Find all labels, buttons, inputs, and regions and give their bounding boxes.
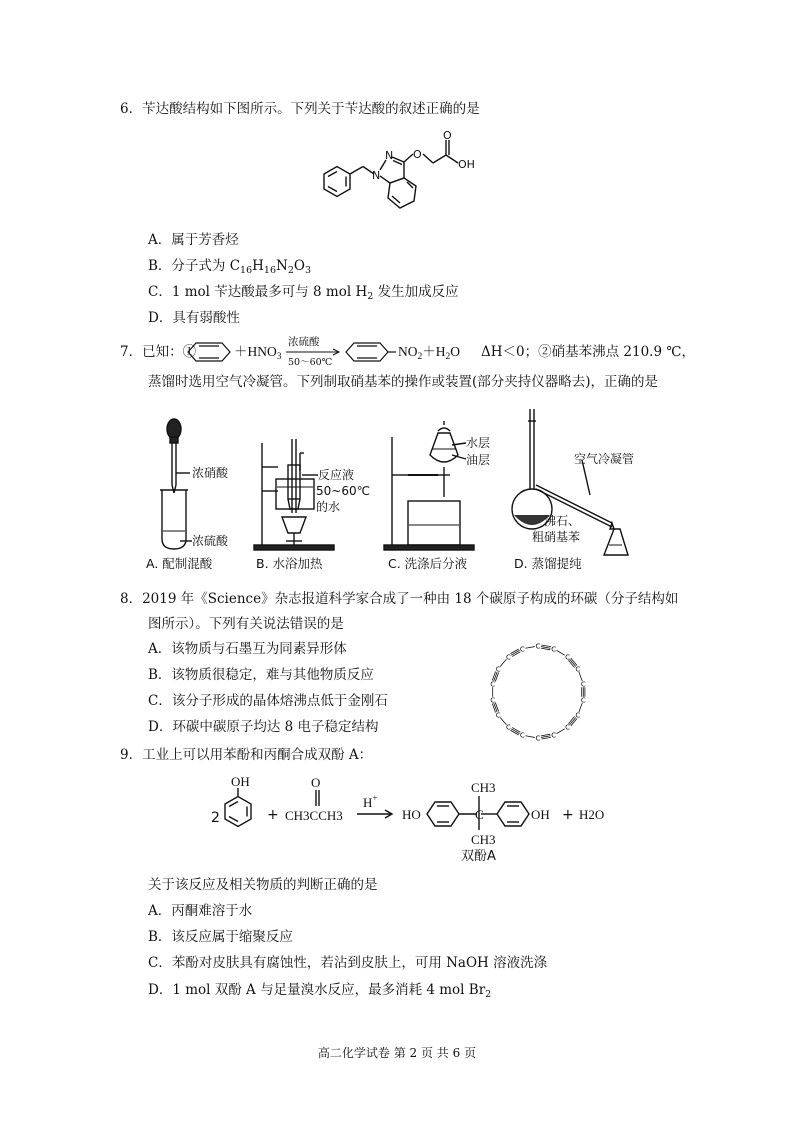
ring-carbon-atom: C — [505, 723, 511, 732]
q6-option-c: C．1 mol 苄达酸最多可与 8 mol $H_2$ 发生加成反应 — [148, 284, 459, 302]
q7-no2: $NO_2+H_2O$ — [398, 344, 460, 362]
q7-arrow-top: 浓硫酸 — [288, 336, 320, 348]
ring-bond — [541, 648, 550, 650]
ring-bond — [557, 650, 565, 655]
q9-option-a: A．丙酮难溶于水 — [148, 903, 253, 919]
q7-benzene-product — [344, 341, 396, 363]
q6-benzydamine-acid-structure — [300, 130, 520, 230]
apparatus-d-label-condenser: 空气冷凝管 — [574, 452, 635, 466]
ring-bond — [495, 673, 498, 682]
ring-carbon-atom: C — [551, 731, 557, 740]
ring-carbon-atom: C — [490, 696, 496, 705]
q9-ch3-bottom: CH3 — [471, 832, 496, 847]
ring-carbon-atom: C — [580, 696, 586, 705]
q9-option-c: C．苯酚对皮肤具有腐蚀性，若沾到皮肤上，可用 NaOH 溶液洗涤 — [148, 955, 548, 971]
q9-central-c: C — [475, 807, 484, 822]
ring-carbon-atom: C — [575, 711, 581, 720]
ring-carbon-atom: C — [519, 731, 525, 740]
apparatus-a-label-sulfuric: 浓硫酸 — [192, 534, 229, 548]
ring-bond — [525, 647, 534, 649]
ring-bond — [541, 645, 550, 647]
ring-carbon-atom: C — [519, 645, 525, 654]
q9-acetone: CH3CCH3 — [285, 808, 343, 823]
apparatus-a-caption: A. 配制混酸 — [146, 556, 213, 571]
q6-o-ether: O — [413, 148, 422, 161]
ring-carbon-atom: C — [490, 680, 496, 689]
ring-bond — [541, 737, 550, 739]
q9-acetone-o: O — [311, 775, 321, 790]
q9-stem: 9．工业上可以用苯酚和丙酮合成双酚 A： — [120, 747, 373, 763]
apparatus-c-label-oil: 油层 — [466, 453, 491, 467]
q7-dh: ΔH＜0；②硝基苯沸点 210.9 ℃， — [481, 344, 695, 360]
apparatus-a-mixing — [140, 415, 250, 575]
q9-option-d: D．1 mol 双酚 A 与足量溴水反应，最多消耗 4 mol $Br_2$ — [148, 982, 492, 1000]
apparatus-d-distillation — [508, 405, 668, 575]
q6-n1: N — [372, 169, 381, 182]
q9-phenol-oh: OH — [231, 774, 250, 789]
ring-carbon-atom: C — [535, 734, 541, 743]
ring-carbon-atom: C — [495, 711, 501, 720]
q6-stem: 6．苄达酸结构如下图所示。下列关于苄达酸的叙述正确的是 — [120, 101, 480, 117]
q6-o-carbonyl: O — [443, 129, 452, 142]
ring-carbon-atom: C — [551, 645, 557, 654]
q9-option-b: B．该反应属于缩聚反应 — [148, 929, 293, 945]
ring-bond — [525, 736, 534, 738]
apparatus-b-water-bath — [250, 415, 380, 575]
q6-option-d: D．具有弱酸性 — [148, 310, 240, 326]
ring-carbon-atom: C — [535, 642, 541, 651]
q9-catalyst: H+ — [363, 793, 378, 810]
apparatus-c-label-water: 水层 — [466, 436, 491, 450]
q9-h2o: H2O — [579, 807, 605, 822]
cyclocarbon-ring — [486, 640, 590, 744]
ring-carbon-atom: C — [565, 653, 571, 662]
page-footer: 高二化学试卷 第 2 页 共 6 页 — [317, 1046, 477, 1060]
apparatus-d-caption: D. 蒸馏提纯 — [514, 556, 582, 571]
ring-bond — [541, 647, 550, 649]
apparatus-d-label-crude: 粗硝基苯 — [532, 530, 581, 544]
ring-carbon-atom: C — [565, 723, 571, 732]
q9-question: 关于该反应及相关物质的判断正确的是 — [148, 877, 378, 893]
q7-line2: 蒸馏时选用空气冷凝管。下列制取硝基苯的操作或装置(部分夹持仪器略去)，正确的是 — [148, 374, 659, 390]
apparatus-d-label-stones: 沸石、 — [544, 514, 581, 528]
q9-ch3-top: CH3 — [471, 780, 496, 795]
ring-bond — [495, 702, 498, 711]
q8-option-a: A．该物质与石墨互为同素异形体 — [148, 641, 347, 657]
q9-ho: HO — [402, 807, 421, 822]
q7-stem-pre: 7．已知：① — [120, 344, 197, 360]
q8-option-b: B．该物质很稳定，难与其他物质反应 — [148, 667, 374, 683]
q6-option-a: A．属于芳香烃 — [148, 232, 239, 248]
q7-benzene-reactant — [186, 341, 232, 363]
q8-line1: 8．2019 年《Science》杂志报道科学家合成了一种由 18 个碳原子构成的环碳（分子结构如 — [120, 591, 679, 607]
ring-carbon-atom: C — [575, 665, 581, 674]
ring-bond — [541, 734, 550, 736]
q8-option-d: D．环碳中碳原子均达 8 电子稳定结构 — [148, 719, 379, 735]
apparatus-b-caption: B. 水浴加热 — [256, 556, 323, 571]
q6-oh: OH — [458, 158, 475, 171]
q6-n2: N — [385, 149, 394, 162]
q8-option-c: C．该分子形成的晶体熔沸点低于金刚石 — [148, 693, 388, 709]
ring-carbon-atom: C — [495, 665, 501, 674]
q6-option-b: B．分子式为 $C_{16}H_{16}N_2O_3$ — [148, 258, 311, 276]
apparatus-b-label-water: 的水 — [316, 500, 341, 514]
q9-oh-right: OH — [531, 807, 550, 822]
q8-line2: 图所示）。下列有关说法错误的是 — [148, 616, 344, 632]
q9-plus1: + — [267, 807, 279, 823]
ring-carbon-atom: C — [580, 680, 586, 689]
apparatus-c-separation — [380, 415, 510, 575]
q9-plus2: + — [562, 807, 574, 823]
q7-hno3: $+HNO_3$ — [234, 344, 282, 362]
apparatus-b-label-reaction: 反应液 — [318, 468, 355, 482]
q9-product-name: 双酚A — [461, 849, 496, 864]
q7-arrow-bottom: 50～60℃ — [288, 357, 333, 368]
q9-reaction-equation — [205, 772, 625, 862]
ring-bond — [557, 729, 565, 734]
q9-coef: 2 — [211, 810, 220, 826]
apparatus-c-caption: C. 洗涤后分液 — [388, 556, 468, 571]
apparatus-a-label-nitric: 浓硝酸 — [192, 466, 229, 480]
apparatus-b-label-temp: 50~60℃ — [316, 484, 371, 498]
ring-bond — [541, 736, 550, 738]
ring-carbon-atom: C — [505, 653, 511, 662]
